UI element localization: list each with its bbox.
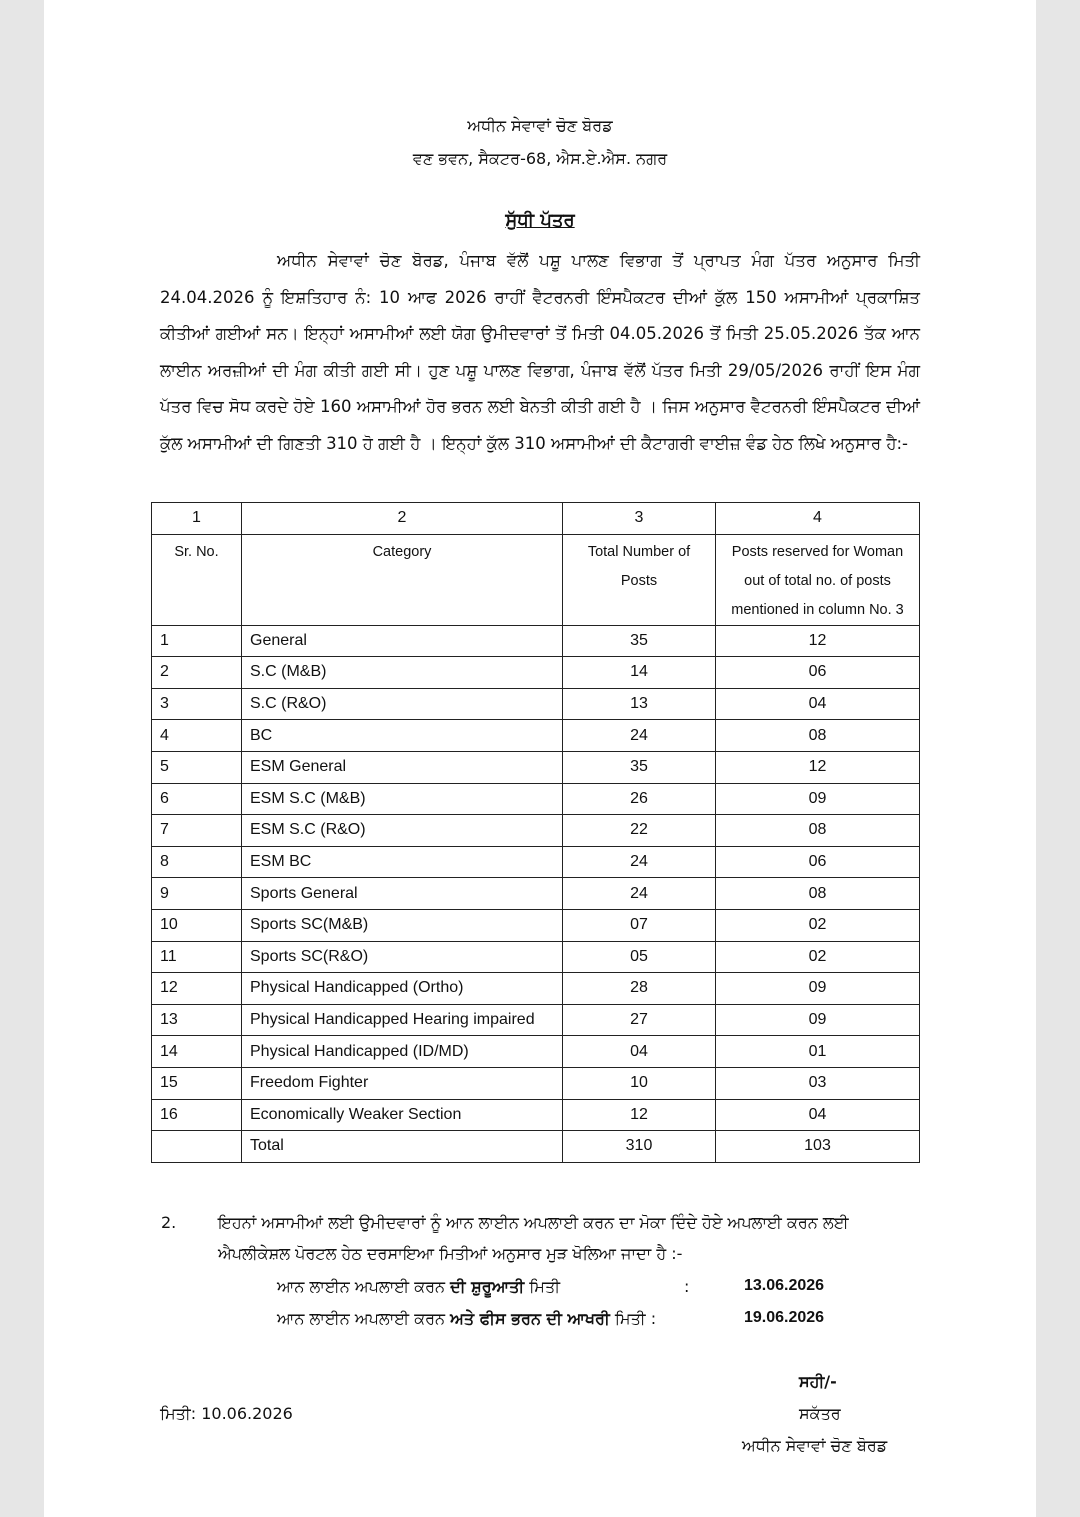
posts-table (151, 502, 920, 1163)
row-woman-posts: 09 (716, 1004, 920, 1036)
row-woman-posts: 03 (716, 1067, 920, 1099)
row-sr-no: 6 (152, 783, 242, 815)
last-date-value: 19.06.2026 (744, 1309, 825, 1326)
row-total-posts: 07 (563, 909, 716, 941)
total-posts: 310 (563, 1131, 716, 1163)
row-total-posts: 35 (563, 625, 716, 657)
row-sr-no: 4 (152, 720, 242, 752)
row-total-posts: 22 (563, 815, 716, 847)
row-category: Physical Handicapped (ID/MD) (242, 1036, 563, 1068)
row-woman-posts: 08 (716, 815, 920, 847)
col-number: 1 (152, 503, 242, 535)
row-total-posts: 24 (563, 846, 716, 878)
start-date-label: ਆਨ ਲਾਈਨ ਅਪਲਾਈ ਕਰਨ ਦੀ ਸ਼ੁਰੂਆਤੀ ਮਿਤੀ (277, 1277, 561, 1296)
row-sr-no: 10 (152, 909, 242, 941)
row-category: S.C (R&O) (242, 688, 563, 720)
row-total-posts: 28 (563, 973, 716, 1005)
row-sr-no: 1 (152, 625, 242, 657)
table-row (152, 720, 920, 752)
table-row (152, 909, 920, 941)
row-woman-posts: 04 (716, 688, 920, 720)
paragraph-1: ਅਧੀਨ ਸੇਵਾਵਾਂ ਚੋਣ ਬੋਰਡ, ਪੰਜਾਬ ਵੱਲੋਂ ਪਸ਼ੂ ਪਾਲਣ ਵਿਭਾਗ ਤੋਂ ਪ੍ਰਾਪਤ ਮੰਗ ਪੱਤਰ ਅਨੁਸਾਰ ਮਿਤੀ 24.04.2026 ਨੂੰ ਇਸ਼ਤਿਹਾਰ ਨੰ: 10 ਆਫ 2026 ਰਾਹੀਂ ਵੈਟਰਨਰੀ ਇੰਸਪੈਕਟਰ ਦੀਆਂ ਕੁੱਲ 150 ਅਸਾਮੀਆਂ ਪ੍ਰਕਾਸ਼ਿਤ ਕੀਤੀਆਂ ਗਈਆਂ ਸਨ। ਇਨ੍ਹਾਂ ਅਸਾਮੀਆਂ ਲਈ ਯੋਗ ਉਮੀਦਵਾਰਾਂ ਤੋਂ ਮਿਤੀ 04.05.2026 ਤੋਂ ਮਿਤੀ 25.05.2026 ਤੱਕ ਆਨ ਲਾਈਨ ਅਰਜ਼ੀਆਂ ਦੀ ਮੰਗ ਕੀਤੀ ਗਈ ਸੀ। ਹੁਣ ਪਸ਼ੂ ਪਾਲਣ ਵਿਭਾਗ, ਪੰਜਾਬ ਵੱਲੋਂ ਪੱਤਰ ਮਿਤੀ 29/05/2026 ਰਾਹੀਂ ਇਸ ਮੰਗ ਪੱਤਰ ਵਿਚ ਸੋਧ ਕਰਦੇ ਹੋਏ 160 ਅਸਾਮੀਆਂ ਹੋਰ ਭਰਨ ਲਈ ਬੇਨਤੀ ਕੀਤੀ ਗਈ ਹੈ । ਜਿਸ ਅਨੁਸਾਰ ਵੈਟਰਨਰੀ ਇੰਸਪੈਕਟਰ ਦੀਆਂ ਕੁੱਲ ਅਸਾਮੀਆਂ ਦੀ ਗਿਣਤੀ 310 ਹੋ ਗਈ ਹੈ । ਇਨ੍ਹਾਂ ਕੁੱਲ 310 ਅਸਾਮੀਆਂ ਦੀ ਕੈਟਾਗਰੀ ਵਾਈਜ਼ ਵੰਡ ਹੇਠ ਲਿਖੇ ਅਨੁਸਾਰ ਹੈ:- (160, 251, 920, 453)
row-total-posts: 10 (563, 1067, 716, 1099)
row-total-posts: 27 (563, 1004, 716, 1036)
section-2-line-1: ਇਹਨਾਂ ਅਸਾਮੀਆਂ ਲਈ ਉਮੀਦਵਾਰਾਂ ਨੂੰ ਆਨ ਲਾਈਨ ਅਪਲਾਈ ਕਰਨ ਦਾ ਮੋਕਾ ਦਿੰਦੇ ਹੋਏ ਅਪਲਾਈ ਕਰਨ ਲਈ (218, 1213, 849, 1232)
row-woman-posts: 04 (716, 1099, 920, 1131)
row-sr-no: 12 (152, 973, 242, 1005)
table-row (152, 688, 920, 720)
row-category: Sports General (242, 878, 563, 910)
row-category: Freedom Fighter (242, 1067, 563, 1099)
row-category: General (242, 625, 563, 657)
header-woman-posts: Posts reserved for Woman out of total no. of posts mentioned in column No. 3 (716, 534, 920, 625)
table-row (152, 657, 920, 689)
row-sr-no: 7 (152, 815, 242, 847)
col-number: 2 (242, 503, 563, 535)
header-sr-no: Sr. No. (152, 534, 242, 625)
row-woman-posts: 02 (716, 941, 920, 973)
table-row (152, 1004, 920, 1036)
row-sr-no: 14 (152, 1036, 242, 1068)
table-row (152, 1099, 920, 1131)
col-number: 3 (563, 503, 716, 535)
row-woman-posts: 08 (716, 878, 920, 910)
table-column-numbers (152, 503, 920, 535)
row-woman-posts: 02 (716, 909, 920, 941)
row-category: ESM General (242, 751, 563, 783)
row-woman-posts: 12 (716, 751, 920, 783)
table-row (152, 846, 920, 878)
row-category: S.C (M&B) (242, 657, 563, 689)
start-date-value: 13.06.2026 (744, 1277, 825, 1294)
row-category: Sports SC(R&O) (242, 941, 563, 973)
row-sr-no: 8 (152, 846, 242, 878)
table-row (152, 1036, 920, 1068)
table-row (152, 973, 920, 1005)
row-sr-no: 15 (152, 1067, 242, 1099)
header-total-posts: Total Number of Posts (563, 534, 716, 625)
row-woman-posts: 08 (716, 720, 920, 752)
table-row (152, 783, 920, 815)
start-date-colon: : (684, 1277, 690, 1296)
table-row (152, 878, 920, 910)
document-page (44, 0, 1036, 1517)
row-sr-no: 2 (152, 657, 242, 689)
row-sr-no: 3 (152, 688, 242, 720)
row-woman-posts: 09 (716, 783, 920, 815)
issue-date: ਮਿਤੀ: 10.06.2026 (160, 1404, 293, 1423)
row-category: Sports SC(M&B) (242, 909, 563, 941)
row-category: Physical Handicapped Hearing impaired (242, 1004, 563, 1036)
col-number: 4 (716, 503, 920, 535)
row-sr-no: 16 (152, 1099, 242, 1131)
row-sr-no: 13 (152, 1004, 242, 1036)
row-total-posts: 04 (563, 1036, 716, 1068)
row-woman-posts: 06 (716, 846, 920, 878)
row-woman-posts: 09 (716, 973, 920, 1005)
row-woman-posts: 12 (716, 625, 920, 657)
row-total-posts: 35 (563, 751, 716, 783)
row-total-posts: 12 (563, 1099, 716, 1131)
last-date-label: ਆਨ ਲਾਈਨ ਅਪਲਾਈ ਕਰਨ ਅਤੇ ਫੀਸ ਭਰਨ ਦੀ ਆਖਰੀ ਮਿਤੀ : (277, 1309, 657, 1328)
table-row (152, 1067, 920, 1099)
table-total-row (152, 1131, 920, 1163)
total-label: Total (242, 1131, 563, 1163)
section-2-line-2: ਐਪਲੀਕੇਸ਼ਲ ਪੋਰਟਲ ਹੇਠ ਦਰਸਾਇਆ ਮਿਤੀਆਂ ਅਨੁਸਾਰ ਮੁੜ ਖੋਲਿਆ ਜਾਦਾ ਹੈ :- (218, 1244, 683, 1263)
document-title: ਸੁੱਧੀ ਪੱਤਰ (505, 210, 575, 231)
table-row (152, 815, 920, 847)
row-total-posts: 14 (563, 657, 716, 689)
row-total-posts: 24 (563, 720, 716, 752)
header-category: Category (242, 534, 563, 625)
table-row (152, 625, 920, 657)
header-address: ਵਣ ਭਵਨ, ਸੈਕਟਰ-68, ਐਸ.ਏ.ਐਸ. ਨਗਰ (412, 149, 668, 168)
row-category: BC (242, 720, 563, 752)
designation: ਸਕੱਤਰ (799, 1404, 841, 1423)
table-header (152, 534, 920, 625)
row-sr-no: 9 (152, 878, 242, 910)
row-category: ESM S.C (M&B) (242, 783, 563, 815)
row-category: ESM S.C (R&O) (242, 815, 563, 847)
row-category: ESM BC (242, 846, 563, 878)
row-total-posts: 26 (563, 783, 716, 815)
row-total-posts: 24 (563, 878, 716, 910)
section-2-number: 2. (161, 1213, 177, 1232)
table-row (152, 941, 920, 973)
footer-org: ਅਧੀਨ ਸੇਵਾਵਾਂ ਚੋਣ ਬੋਰਡ (742, 1436, 888, 1455)
total-woman-posts: 103 (716, 1131, 920, 1163)
row-total-posts: 05 (563, 941, 716, 973)
table-row (152, 751, 920, 783)
row-woman-posts: 06 (716, 657, 920, 689)
row-category: Physical Handicapped (Ortho) (242, 973, 563, 1005)
header-org: ਅਧੀਨ ਸੇਵਾਵਾਂ ਚੋਣ ਬੋਰਡ (467, 116, 613, 135)
row-category: Economically Weaker Section (242, 1099, 563, 1131)
row-sr-no: 5 (152, 751, 242, 783)
total-sr (152, 1131, 242, 1163)
signature-mark: ਸਹੀ/- (799, 1372, 837, 1391)
row-woman-posts: 01 (716, 1036, 920, 1068)
row-sr-no: 11 (152, 941, 242, 973)
row-total-posts: 13 (563, 688, 716, 720)
